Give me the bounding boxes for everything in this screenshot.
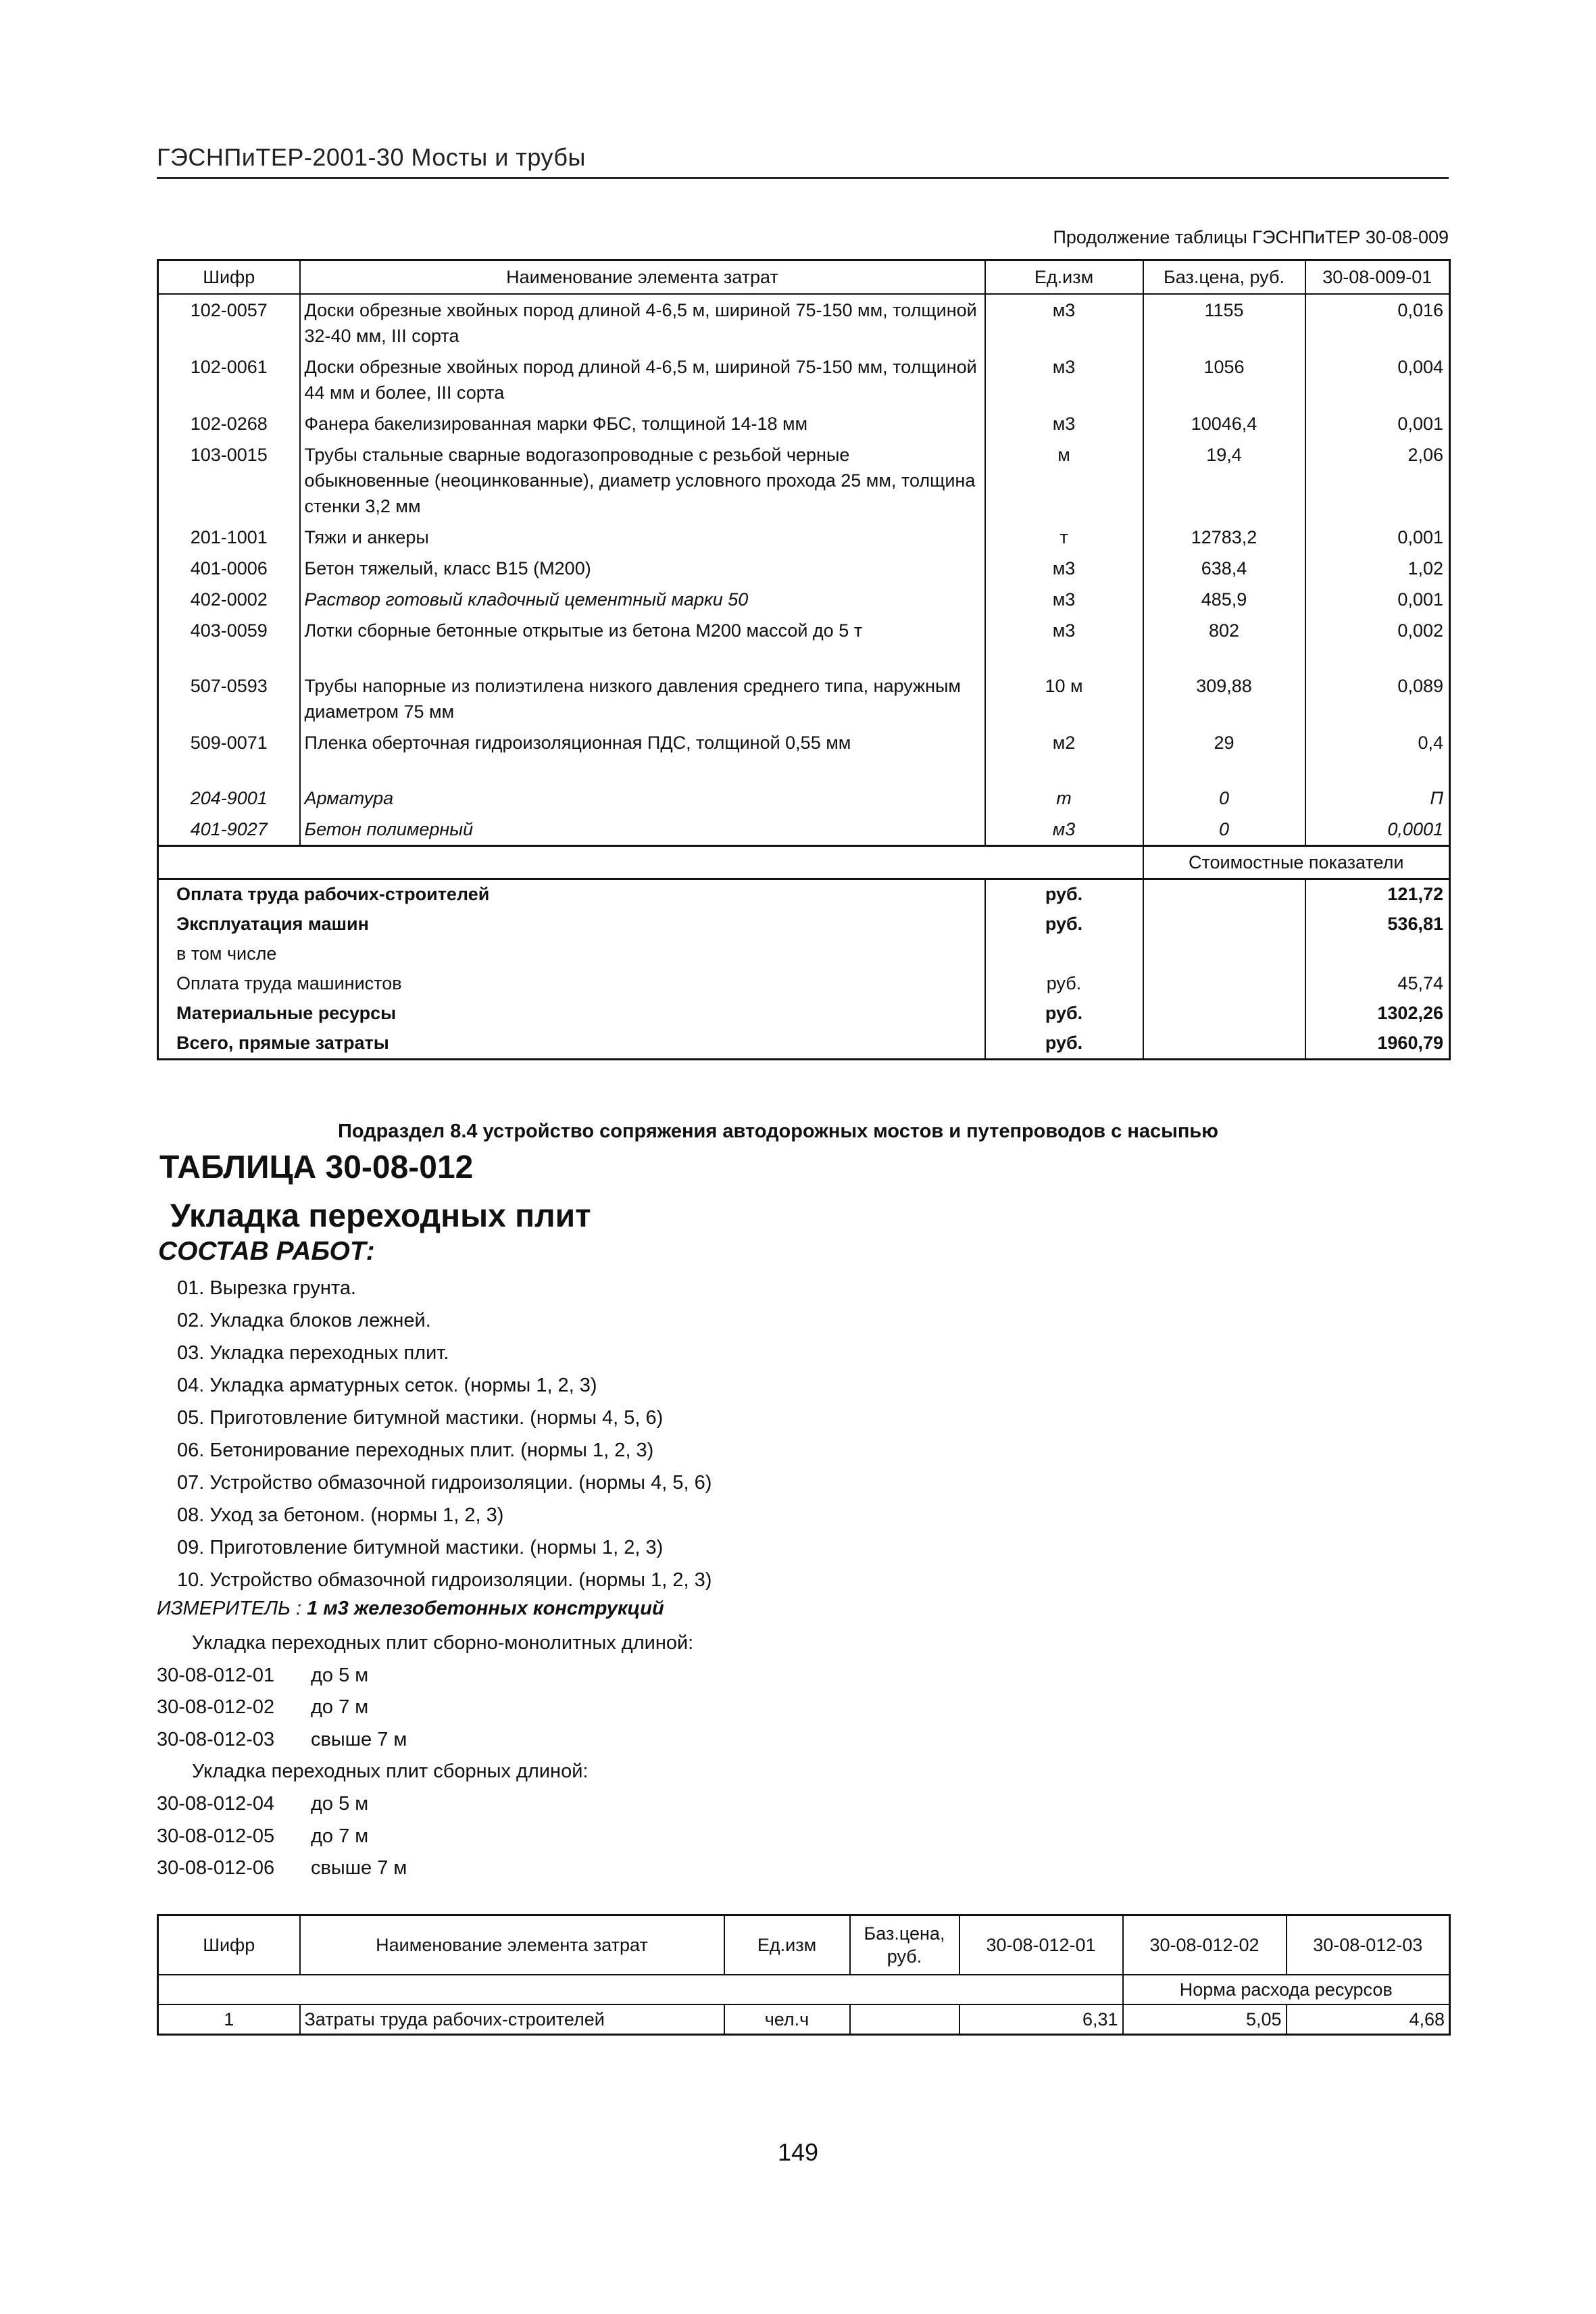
cell-name: Доски обрезные хвойных пород длиной 4-6,5 м, шириной 75-150 мм, толщиной 32-40 мм, III сорта [300, 294, 985, 351]
table-row [158, 439, 1450, 522]
cell-code: 401-9027 [158, 814, 300, 846]
cell-price: 29 [1143, 727, 1305, 783]
col-header-price: Баз.цена, руб. [1143, 260, 1305, 295]
list-item: 08. Уход за бетоном. (нормы 1, 2, 3) [177, 1504, 504, 1526]
table-title: ТАБЛИЦА 30-08-012 [159, 1150, 474, 1185]
cell-price: 485,9 [1143, 584, 1305, 615]
cell-name: Бетон полимерный [300, 814, 985, 846]
cell-unit: т [985, 783, 1143, 814]
cell-price: 19,4 [1143, 439, 1305, 522]
norm-text: до 5 м [311, 1664, 369, 1686]
page-number: 149 [777, 2138, 819, 2166]
table-subtitle: Укладка переходных плит [170, 1198, 591, 1234]
total-row [158, 939, 1450, 969]
col-header-norm: 30-08-009-01 [1305, 260, 1450, 295]
cell-price: 12783,2 [1143, 522, 1305, 553]
col-header-norm-2: 30-08-012-02 [1123, 1915, 1287, 1975]
cell-value: 2,06 [1305, 439, 1450, 522]
cell-value: 0,089 [1305, 670, 1450, 727]
list-item [157, 1692, 693, 1724]
total-empty [1143, 910, 1305, 939]
col-header-norm-1: 30-08-012-01 [959, 1915, 1123, 1975]
measurement-unit [157, 1598, 664, 1620]
cell-unit: м3 [985, 351, 1143, 408]
total-row [158, 999, 1450, 1029]
cell-code: 204-9001 [158, 783, 300, 814]
cell-price: 0 [1143, 814, 1305, 846]
norm-code: 30-08-012-06 [157, 1857, 275, 1879]
norm-text: до 5 м [311, 1792, 369, 1815]
total-empty [1143, 999, 1305, 1029]
cell-value: 0,016 [1305, 294, 1450, 351]
cell-price: 1056 [1143, 351, 1305, 408]
total-row [158, 879, 1450, 910]
cell-unit: м2 [985, 727, 1143, 783]
cell-code: 509-0071 [158, 727, 300, 783]
norm-header: Норма расхода ресурсов [1123, 1975, 1450, 2004]
cell-unit: 10 м [985, 670, 1143, 727]
list-item [157, 1660, 693, 1692]
total-row [158, 1029, 1450, 1060]
cell-unit: м3 [985, 584, 1143, 615]
measure-value: 1 м3 железобетонных конструкций [307, 1598, 664, 1619]
table-continuation-note: Продолжение таблицы ГЭСНПиТЕР 30-08-009 [1053, 227, 1449, 247]
table-row [158, 783, 1450, 814]
total-empty [1143, 1029, 1305, 1060]
cell-unit: м [985, 439, 1143, 522]
total-unit: руб. [985, 1029, 1143, 1060]
list-item: 10. Устройство обмазочной гидроизоляции. (нормы 1, 2, 3) [177, 1569, 712, 1591]
total-label: Оплата труда рабочих-строителей [158, 879, 985, 910]
total-empty [1143, 969, 1305, 999]
table-header-row [158, 1915, 1450, 1975]
list-item [157, 1821, 693, 1853]
norm-code: 30-08-012-04 [157, 1792, 275, 1815]
cell-value: 1,02 [1305, 553, 1450, 584]
total-row [158, 910, 1450, 939]
cell-value: 0,002 [1305, 615, 1450, 670]
header-rule [157, 177, 1449, 179]
list-item: 01. Вырезка грунта. [177, 1277, 357, 1299]
total-unit: руб. [985, 969, 1143, 999]
cell-code: 403-0059 [158, 615, 300, 670]
total-label: Всего, прямые затраты [158, 1029, 985, 1060]
table-row [158, 553, 1450, 584]
cell-unit: т [985, 522, 1143, 553]
cell-name: Пленка оберточная гидроизоляционная ПДС, толщиной 0,55 мм [300, 727, 985, 783]
table-row [158, 814, 1450, 846]
cell-price: 10046,4 [1143, 408, 1305, 439]
cell-unit: м3 [985, 615, 1143, 670]
table-row [158, 615, 1450, 670]
cost-indicators-header-row [158, 846, 1450, 879]
cell-unit: чел.ч [724, 2004, 850, 2035]
cell-value: 0,001 [1305, 522, 1450, 553]
norm-code: 30-08-012-01 [157, 1664, 275, 1686]
group-heading: Укладка переходных плит сборно-монолитных длиной: [192, 1632, 694, 1654]
cell-unit: м3 [985, 553, 1143, 584]
norm-code: 30-08-012-02 [157, 1696, 275, 1719]
total-value: 45,74 [1305, 969, 1450, 999]
list-item: 04. Укладка арматурных сеток. (нормы 1, 2, 3) [177, 1375, 597, 1396]
cell-code: 201-1001 [158, 522, 300, 553]
subsection-heading: Подраздел 8.4 устройство сопряжения автодорожных мостов и путепроводов с насыпью [338, 1121, 1219, 1142]
cell-value: 0,0001 [1305, 814, 1450, 846]
col-header-name: Наименование элемента затрат [300, 1915, 724, 1975]
table-row [158, 670, 1450, 727]
col-header-unit: Ед.изм [985, 260, 1143, 295]
cell-code: 1 [158, 2004, 300, 2035]
cell-price: 309,88 [1143, 670, 1305, 727]
cell-code: 507-0593 [158, 670, 300, 727]
total-empty [1143, 879, 1305, 910]
total-unit [985, 939, 1143, 969]
col-header-norm-3: 30-08-012-03 [1287, 1915, 1450, 1975]
cell-value: П [1305, 783, 1450, 814]
cell-code: 103-0015 [158, 439, 300, 522]
cell-unit: м3 [985, 294, 1143, 351]
cell-name: Лотки сборные бетонные открытые из бетона М200 массой до 5 т [300, 615, 985, 670]
group-heading: Укладка переходных плит сборных длиной: [192, 1761, 589, 1783]
col-header-name: Наименование элемента затрат [300, 260, 985, 295]
cell-name: Арматура [300, 783, 985, 814]
cell-price: 1155 [1143, 294, 1305, 351]
table-row [158, 294, 1450, 351]
norm-code: 30-08-012-05 [157, 1825, 275, 1847]
cell-value-3: 4,68 [1287, 2004, 1450, 2035]
list-item: 07. Устройство обмазочной гидроизоляции. (нормы 4, 5, 6) [177, 1472, 712, 1494]
total-label: в том числе [158, 939, 985, 969]
col-header-unit: Ед.изм [724, 1915, 850, 1975]
cell-value: 0,001 [1305, 584, 1450, 615]
col-header-code: Шифр [158, 260, 300, 295]
table-row [158, 351, 1450, 408]
cell-price [850, 2004, 959, 2035]
total-unit: руб. [985, 910, 1143, 939]
running-header: ГЭСНПиТЕР-2001-30 Мосты и трубы [157, 143, 586, 171]
list-item: 02. Укладка блоков лежней. [177, 1310, 431, 1331]
cell-code: 102-0057 [158, 294, 300, 351]
total-label: Эксплуатация машин [158, 910, 985, 939]
cell-name: Затраты труда рабочих-строителей [300, 2004, 724, 2035]
cost-indicators-header: Стоимостные показатели [1143, 846, 1450, 879]
cost-header-spacer [158, 846, 1143, 879]
total-row [158, 969, 1450, 999]
col-header-code: Шифр [158, 1915, 300, 1975]
cell-unit: м3 [985, 814, 1143, 846]
total-value: 121,72 [1305, 879, 1450, 910]
norm-text: свыше 7 м [311, 1857, 407, 1879]
list-item: 09. Приготовление битумной мастики. (нормы 1, 2, 3) [177, 1537, 664, 1558]
norm-codes-list [157, 1627, 693, 1885]
cell-unit: м3 [985, 408, 1143, 439]
cell-name: Тяжи и анкеры [300, 522, 985, 553]
total-unit: руб. [985, 999, 1143, 1029]
cell-name: Трубы стальные сварные водогазопроводные с резьбой черные обыкновенные (неоцинкованные), диаметр условного прохода 25 мм, толщина стенки 3,2 мм [300, 439, 985, 522]
list-item: 03. Укладка переходных плит. [177, 1342, 449, 1364]
total-value: 536,81 [1305, 910, 1450, 939]
total-value: 1960,79 [1305, 1029, 1450, 1060]
total-empty [1143, 939, 1305, 969]
norm-header-spacer [158, 1975, 1123, 2004]
table-row [158, 408, 1450, 439]
list-item [157, 1852, 693, 1885]
total-label: Материальные ресурсы [158, 999, 985, 1029]
list-item [157, 1788, 693, 1821]
norm-code: 30-08-012-03 [157, 1728, 275, 1750]
table-row [158, 727, 1450, 783]
norm-text: до 7 м [311, 1696, 369, 1719]
measure-label: ИЗМЕРИТЕЛЬ : [157, 1598, 302, 1619]
resource-table-30-08-012 [157, 1914, 1451, 2036]
cell-price: 638,4 [1143, 553, 1305, 584]
cell-price: 802 [1143, 615, 1305, 670]
cell-code: 102-0061 [158, 351, 300, 408]
cell-price: 0 [1143, 783, 1305, 814]
cell-name: Доски обрезные хвойных пород длиной 4-6,5 м, шириной 75-150 мм, толщиной 44 мм и более, III сорта [300, 351, 985, 408]
norm-text: свыше 7 м [311, 1728, 407, 1750]
resource-table-30-08-009 [157, 259, 1451, 1060]
cell-value-2: 5,05 [1123, 2004, 1287, 2035]
table-header-row [158, 260, 1450, 295]
total-value [1305, 939, 1450, 969]
cell-name: Бетон тяжелый, класс В15 (М200) [300, 553, 985, 584]
total-value: 1302,26 [1305, 999, 1450, 1029]
cell-code: 402-0002 [158, 584, 300, 615]
table-row [158, 584, 1450, 615]
list-item: 05. Приготовление битумной мастики. (нормы 4, 5, 6) [177, 1407, 664, 1429]
table-row [158, 522, 1450, 553]
cell-name: Фанера бакелизированная марки ФБС, толщиной 14-18 мм [300, 408, 985, 439]
cell-value-1: 6,31 [959, 2004, 1123, 2035]
col-header-price: Баз.цена, руб. [850, 1915, 959, 1975]
cell-value: 0,004 [1305, 351, 1450, 408]
norm-header-row [158, 1975, 1450, 2004]
list-item: 06. Бетонирование переходных плит. (нормы 1, 2, 3) [177, 1439, 654, 1461]
norm-text: до 7 м [311, 1825, 369, 1847]
cell-name: Трубы напорные из полиэтилена низкого давления среднего типа, наружным диаметром 75 мм [300, 670, 985, 727]
works-composition-title: СОСТАВ РАБОТ: [158, 1237, 375, 1266]
list-item [157, 1724, 693, 1756]
total-unit: руб. [985, 879, 1143, 910]
cell-code: 102-0268 [158, 408, 300, 439]
cell-value: 0,4 [1305, 727, 1450, 783]
cell-name: Раствор готовый кладочный цементный марки 50 [300, 584, 985, 615]
cell-code: 401-0006 [158, 553, 300, 584]
works-list [177, 1272, 712, 1596]
total-label: Оплата труда машинистов [158, 969, 985, 999]
table-row [158, 2004, 1450, 2035]
cell-value: 0,001 [1305, 408, 1450, 439]
